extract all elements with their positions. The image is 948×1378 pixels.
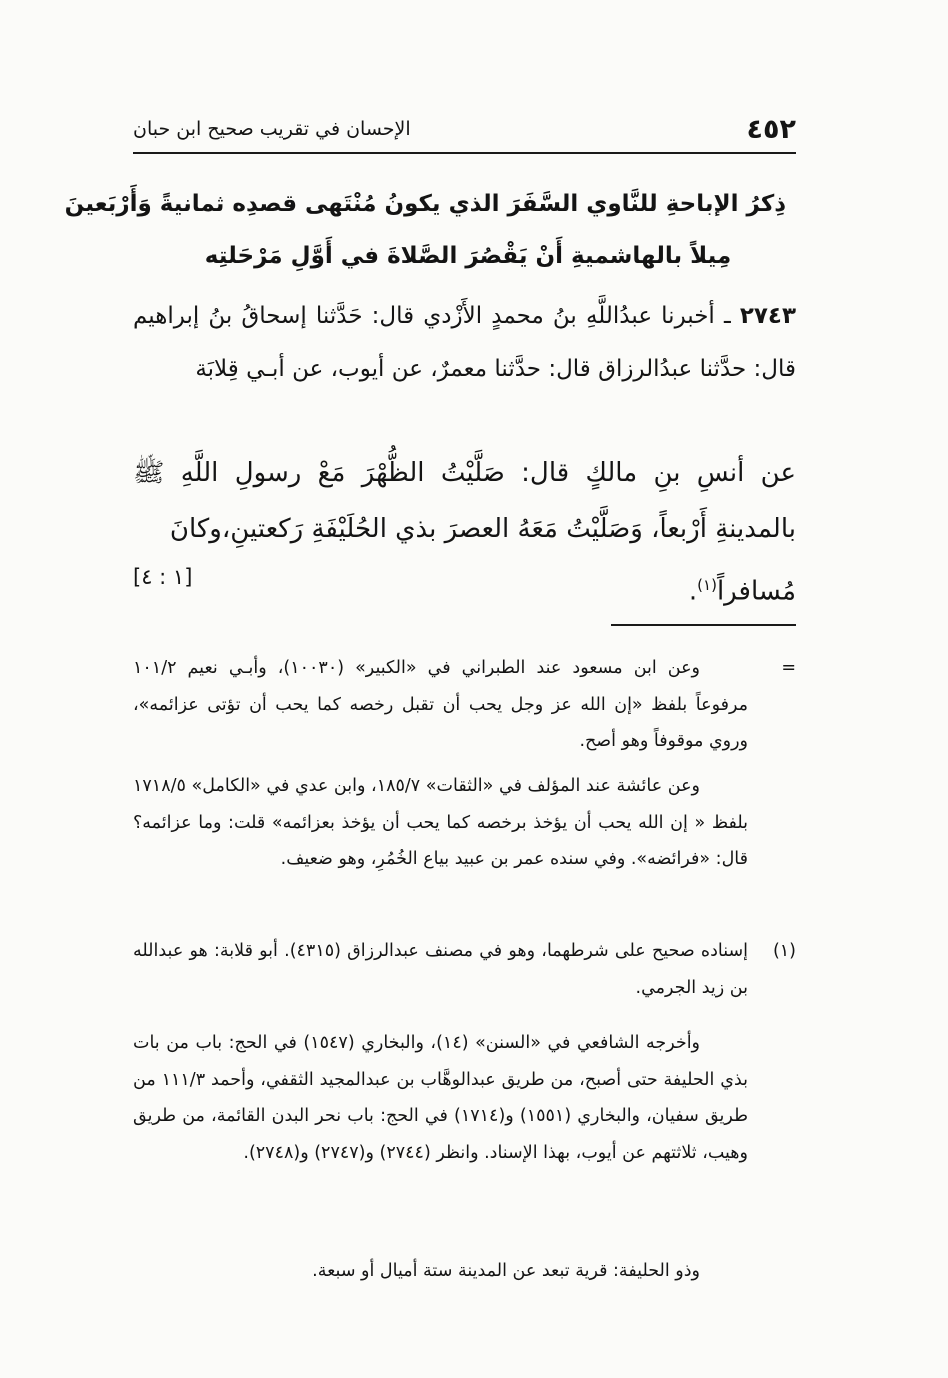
footnote-marker: (١) — [697, 576, 717, 594]
footnote-1-number: (١) — [772, 941, 796, 961]
hadith-dash: ـ — [723, 303, 731, 329]
matn-end: . — [688, 576, 698, 607]
footnote-1-paragraph-2 — [133, 1025, 796, 1171]
footnote-1-paragraph-3 — [133, 1253, 796, 1290]
matn-text: عن أنسِ بنِ مالكٍ قال: صَلَّيْتُ الظُّهْرَ مَعْ رسولِ اللَّهِ ﷺ بالمدينةِ أَرْبعاً، وَصَلَّيْتُ مَعَهُ العصرَ بذي الحُلَيْفَةِ رَكعتينِ،وكانَ — [133, 458, 796, 544]
matn-last-word: مُسافراً — [716, 576, 796, 607]
matn-last-line — [133, 557, 796, 620]
hadith-matn — [133, 445, 796, 620]
hadith-number: ٢٧٤٣ — [739, 303, 797, 329]
chapter-heading-line-2: مِيلاً بالهاشميةِ أَنْ يَقْصُرَ الصَّلاةَ في أَوَّلِ مَرْحَلتِه — [204, 243, 732, 269]
chapter-heading — [64, 178, 786, 282]
hadith-isnad — [133, 290, 796, 396]
running-title: الإحسان في تقريب صحيح ابن حبان — [133, 118, 411, 140]
footnote-1-text: إسناده صحيح على شرطهما، وهو في مصنف عبدالرزاق (٤٣١٥). أبو قلابة: هو عبدالله بن زيد الجرمي. — [133, 941, 748, 998]
hadith-reference: [١ : ٤] — [133, 565, 193, 589]
chapter-heading-line-1: ذِكرُ الإباحةِ للنَّاوي السَّفَرَ الذي يكونُ مُنْتَهى قصدِه ثمانيةً وَأَرْبَعينَ — [64, 191, 786, 217]
footnote-text-a: وعن ابن مسعود عند الطبراني في «الكبير» (١٠٠٣٠)، وأبـي نعيم ١٠١/٢ مرفوعاً بلفظ «إن الله عز وجل يحب أن تقبل رخصه كما يحب أن تؤتى عزائمه»، وروي موقوفاً وهو أصح. — [133, 658, 748, 751]
continuation-mark: = — [781, 658, 796, 678]
footnote-1-text-2: وأخرجه الشافعي في «السنن» (١٤)، والبخاري (١٥٤٧) في الحج: باب من بات بذي الحليفة حتى أصبح، من طريق عبدالوهَّاب بن عبدالمجيد الثقفي، وأحمد ١١١/٣ من طريق سفيان، والبخاري (١٥٥١) و(١٧١٤) في الحج: باب نحر البدن القائمة، من طريق وهيب، ثلاثتهم عن أيوب، بهذا الإسناد. وانظر (٢٧٤٤) و(٢٧٤٧) و(٢٧٤٨). — [133, 1033, 748, 1163]
footnote-paragraph-b — [133, 768, 796, 878]
footnote-separator — [611, 624, 796, 626]
footnote-1-text-3: وذو الحليفة: قرية تبعد عن المدينة ستة أميال أو سبعة. — [312, 1261, 700, 1281]
footnote-text-b: وعن عائشة عند المؤلف في «الثقات» ١٨٥/٧، وابن عدي في «الكامل» ١٧١٨/٥ بلفظ « إن الله يحب أن يؤخذ برخصه كما يحب أن يؤخذ بعزائمه» قلت: وما عزائمه؟ قال: «فرائضه». وفي سنده عمر بن عبيد بياع الخُمُرِ، وهو ضعيف. — [133, 776, 748, 869]
footnote-1 — [133, 933, 796, 1006]
footnote-continuation — [133, 650, 796, 760]
isnad-text: أخبرنا عبدُاللَّهِ بنُ محمدٍ الأَزْدي قال: حَدَّثنا إسحاقُ بنُ إبراهيم قال: حدَّثنا عبدُالرزاق قال: حدَّثنا معمرٌ، عن أيوب، عن أبـي قِلابَة — [133, 303, 796, 382]
running-header — [133, 112, 796, 154]
page-number: ٤٥٢ — [746, 114, 796, 145]
